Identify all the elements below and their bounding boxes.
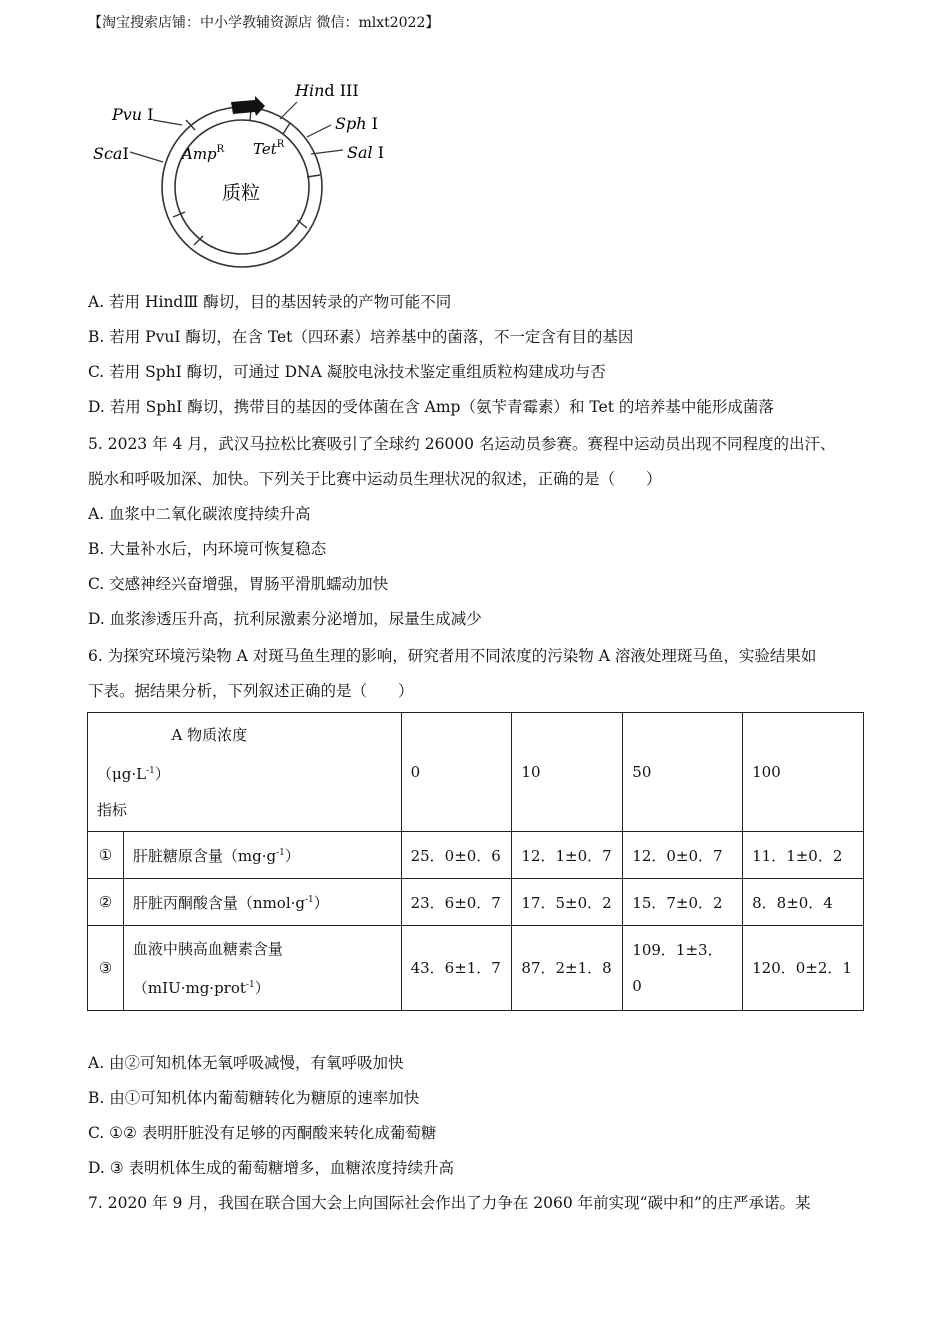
cell-value: 120．0±2．1 [743, 926, 864, 1011]
header-unit: $(\mu g\cdot L^{-1})$ [97, 764, 170, 783]
q6-option-d: D. ③ 表明机体生成的葡萄糖增多，血糖浓度持续升高 [88, 1159, 455, 1177]
sph-label: Sph [335, 114, 367, 133]
row-indicator: 肝脏丙酮酸含量$(nmol\cdot g^{-1})$ [123, 879, 401, 926]
watermark-header: 【淘宝搜索店铺：中小学教辅资源店 微信：mlxt2022】 [88, 15, 440, 31]
q4-option-b: B. 若用 PvuⅠ 酶切，在含 Tet（四环素）培养基中的菌落，不一定含有目的基因 [88, 328, 634, 346]
svg-text:AmpR: Amp$^R$ [182, 144, 225, 163]
hind-label: Hin [295, 81, 325, 100]
cell-value: 23．6±0．7 [401, 879, 512, 926]
q5-stem-line2: 脱水和呼吸加深、加快。下列关于比赛中运动员生理状况的叙述，正确的是（ ） [88, 470, 662, 488]
plasmid-diagram [85, 72, 405, 272]
q5-option-a: A. 血浆中二氧化碳浓度持续升高 [88, 505, 311, 523]
header-concentration-cell [88, 713, 402, 832]
table-header-row [88, 713, 864, 832]
cell-value: 12．1±0．7 [512, 832, 623, 879]
row-indicator: 血液中胰高血糖素含量 （mIU·mg·prot$^{-1}$） [123, 926, 401, 1011]
conc-0: 0 [401, 713, 512, 832]
q5-option-b: B. 大量补水后，内环境可恢复稳态 [88, 540, 327, 558]
header-indicator: 指标 [97, 800, 128, 819]
cell-value: 8．8±0．4 [743, 879, 864, 926]
table-row [88, 879, 864, 926]
svg-text:Sph I: Sph I [335, 114, 378, 133]
sal-label: Sal [347, 143, 373, 162]
q4-option-c: C. 若用 SphⅠ 酶切，可通过 DNA 凝胶电泳技术鉴定重组质粒构建成功与否 [88, 363, 606, 381]
svg-text:Hind III: Hind III [295, 81, 359, 100]
cell-value: 25．0±0．6 [401, 832, 512, 879]
row-number: ③ [88, 926, 124, 1011]
results-table [87, 712, 864, 1011]
q4-option-a: A. 若用 HindⅢ 酶切，目的基因转录的产物可能不同 [88, 293, 452, 311]
cell-value: 109．1±3． 0 [623, 926, 743, 1011]
cell-value: 43．6±1．7 [401, 926, 512, 1011]
cell-value: 87．2±1．8 [512, 926, 623, 1011]
pvu-label: Pvu [112, 105, 143, 124]
q6-option-b: B. 由①可知机体内葡萄糖转化为糖原的速率加快 [88, 1089, 420, 1107]
q6-stem-line1: 6. 为探究环境污染物 A 对斑马鱼生理的影响，研究者用不同浓度的污染物 A 溶液处理斑马鱼，实验结果如 [88, 647, 817, 665]
row-number: ② [88, 879, 124, 926]
q4-option-d: D. 若用 SphⅠ 酶切，携带目的基因的受体菌在含 Amp（氨苄青霉素）和 Tet 的培养基中能形成菌落 [88, 398, 774, 416]
row-number: ① [88, 832, 124, 879]
tet-gene-label: Tet [253, 140, 277, 158]
conc-10: 10 [512, 713, 623, 832]
q6-option-c: C. ①② 表明肝脏没有足够的丙酮酸来转化成葡萄糖 [88, 1124, 437, 1142]
sca-label: Sca [93, 144, 123, 163]
cell-value: 12．0±0．7 [623, 832, 743, 879]
amp-gene-label: Amp [182, 145, 217, 163]
svg-text:ScaI: ScaI [93, 144, 129, 163]
q6-option-a: A. 由②可知机体无氧呼吸减慢，有氧呼吸加快 [88, 1054, 404, 1072]
cell-value: 15．7±0．2 [623, 879, 743, 926]
q5-stem-line1: 5. 2023 年 4 月，武汉马拉松比赛吸引了全球约 26000 名运动员参赛。赛程中运动员出现不同程度的出汗、 [88, 435, 836, 453]
q5-option-c: C. 交感神经兴奋增强，胃肠平滑肌蠕动加快 [88, 575, 389, 593]
plasmid-center-label: 质粒 [222, 182, 261, 204]
q7-stem-line1: 7. 2020 年 9 月，我国在联合国大会上向国际社会作出了力争在 2060 年前实现“碳中和”的庄严承诺。某 [88, 1194, 811, 1212]
cell-value: 17．5±0．2 [512, 879, 623, 926]
svg-text:Sal I: Sal I [347, 143, 385, 162]
header-concentration: A 物质浓度 [171, 725, 248, 744]
conc-100: 100 [743, 713, 864, 832]
conc-50: 50 [623, 713, 743, 832]
table-row [88, 926, 864, 1011]
svg-text:TetR: Tet$^R$ [253, 139, 285, 158]
q5-option-d: D. 血浆渗透压升高，抗利尿激素分泌增加，尿量生成减少 [88, 610, 482, 628]
table-row [88, 832, 864, 879]
promoter-arrow [231, 96, 265, 116]
row-indicator: 肝脏糖原含量$(mg\cdot g^{-1})$ [123, 832, 401, 879]
svg-text:Pvu I: Pvu I [112, 105, 154, 124]
q6-stem-line2: 下表。据结果分析，下列叙述正确的是（ ） [88, 682, 414, 700]
cell-value: 11．1±0．2 [743, 832, 864, 879]
